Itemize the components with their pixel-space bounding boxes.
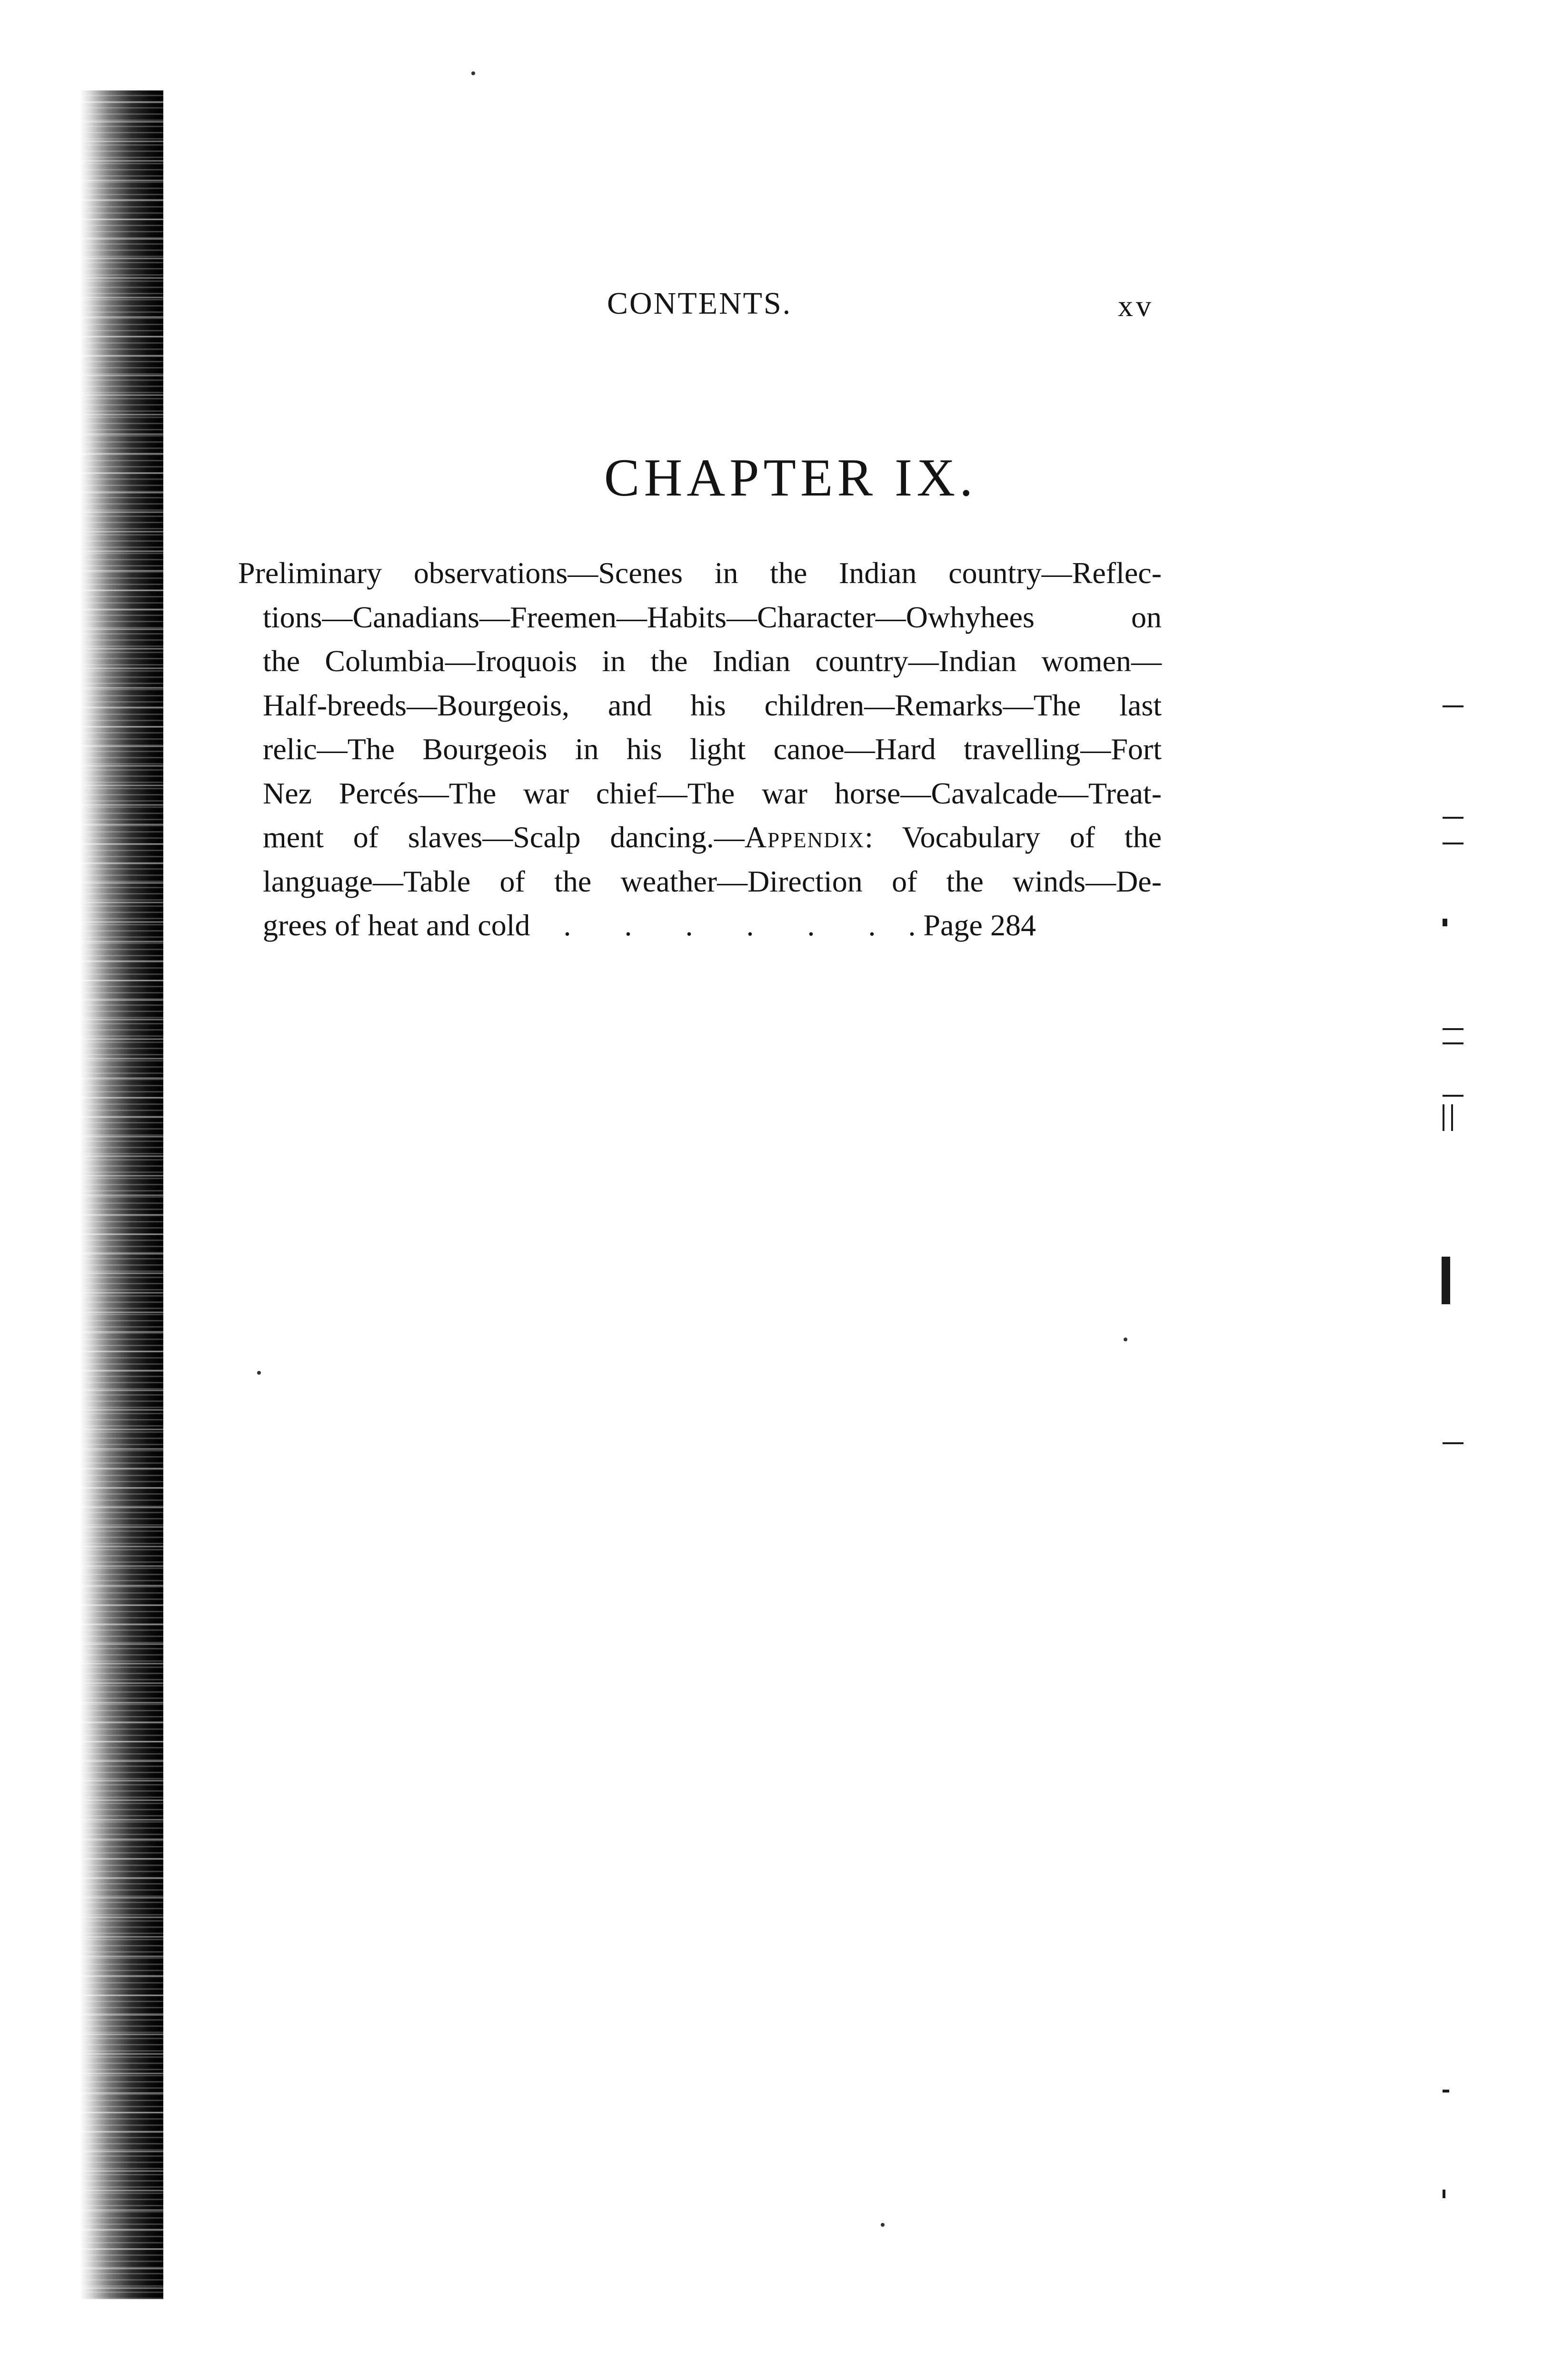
appendix-label: Appendix [744, 820, 865, 854]
summary-line: Preliminary observations—Scenes in the Indian country—Reflec- [238, 556, 1162, 590]
running-head [0, 286, 1543, 343]
summary-line: Half-breeds—Bourgeois, and his children—Remarks—The last [263, 688, 1162, 722]
summary-line: relic—The Bourgeois in his light canoe—Hard travelling—Fort [263, 732, 1162, 766]
running-title: CONTENTS. [607, 286, 792, 321]
summary-line: the Columbia—Iroquois in the Indian country—Indian women— [263, 644, 1162, 678]
summary-text: grees of heat and cold [263, 908, 530, 942]
page-reference: . Page 284 [908, 908, 1036, 942]
summary-line [238, 815, 1162, 860]
summary-text: ment of slaves—Scalp dancing.— [263, 820, 745, 854]
page-number: xv [1118, 289, 1154, 323]
summary-line: Nez Percés—The war chief—The war horse—Cavalcade—Treat- [263, 776, 1162, 810]
dot-leaders: . . . . . . [563, 908, 899, 942]
binding-shadow [80, 90, 163, 2299]
summary-text: : Vocabulary of the [865, 820, 1162, 854]
summary-line: language—Table of the weather—Direction of the winds—De- [263, 864, 1162, 898]
chapter-title: CHAPTER IX. [604, 448, 977, 507]
summary-line: tions—Canadians—Freemen—Habits—Character—Owhyhees on [263, 600, 1162, 634]
summary-last-line [238, 903, 1162, 948]
chapter-summary [238, 551, 1162, 948]
